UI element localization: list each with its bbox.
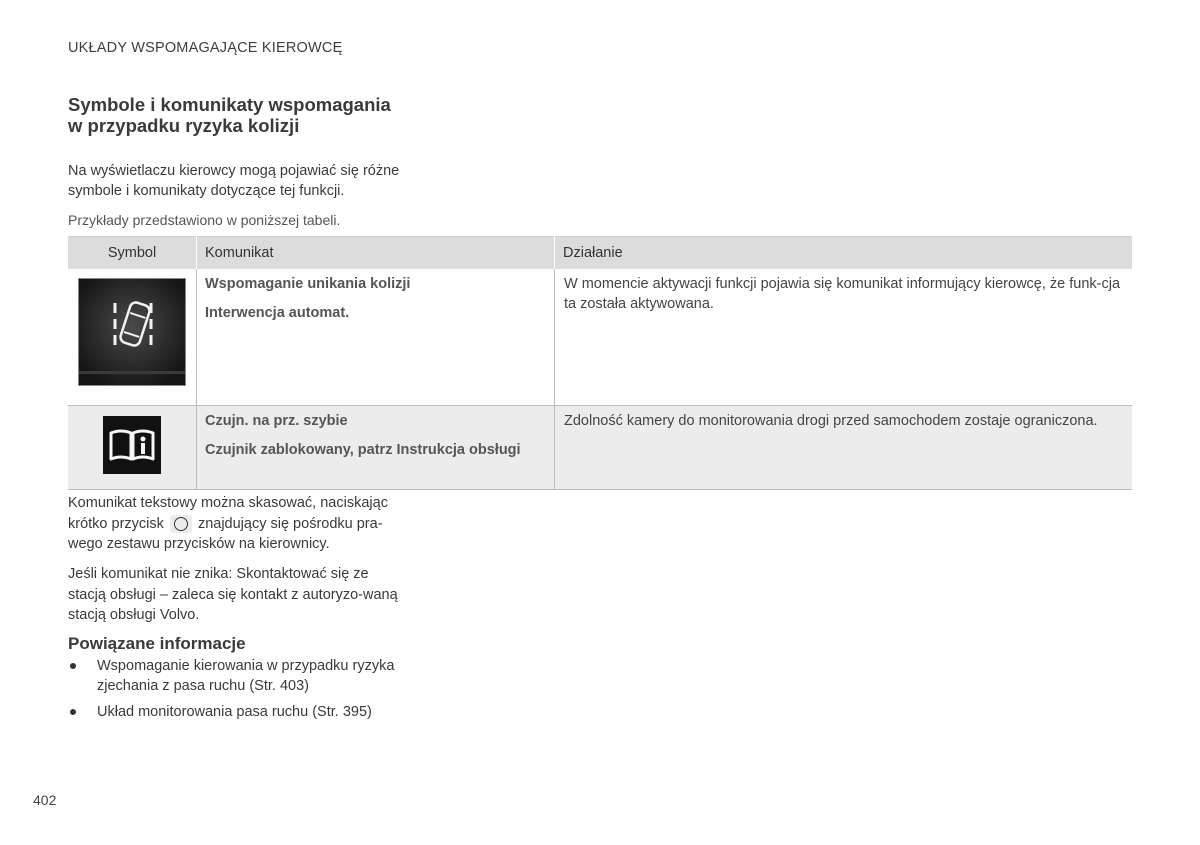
- examples-note: Przykłady przedstawiono w poniższej tabeli.: [68, 212, 341, 228]
- message-text: Czujn. na prz. szybie: [205, 413, 348, 429]
- column-header-message: Komunikat: [197, 237, 555, 270]
- message-cell: [197, 269, 555, 406]
- column-header-symbol: Symbol: [68, 237, 197, 270]
- related-info-list: [68, 656, 418, 728]
- table-row: [68, 406, 1132, 490]
- table-header-row: [68, 237, 1132, 270]
- table-row: [68, 269, 1132, 406]
- action-cell: Zdolność kamery do monitorowania drogi przed samochodem zostaje ograniczona.: [555, 406, 1133, 490]
- collision-avoidance-icon: [78, 278, 186, 386]
- related-link[interactable]: Układ monitorowania pasa ruchu (Str. 395): [68, 702, 418, 722]
- message-cell: [197, 406, 555, 490]
- related-info-heading: Powiązane informacje: [68, 634, 246, 653]
- dismiss-text-before: Komunikat tekstowy można skasować, naciskając krótko przycisk: [68, 495, 388, 532]
- section-header: UKŁADY WSPOMAGAJĄCE KIEROWCĘ: [68, 40, 343, 56]
- ok-button-icon: [170, 515, 192, 533]
- symbol-cell: [68, 269, 197, 406]
- message-text: Interwencja automat.: [205, 305, 350, 321]
- manual-info-icon: [103, 416, 161, 474]
- message-text: Czujnik zablokowany, patrz Instrukcja obsługi: [205, 442, 521, 458]
- messages-table: [68, 236, 1132, 490]
- symbol-cell: [68, 406, 197, 490]
- dismiss-paragraph: [68, 493, 408, 555]
- service-paragraph: Jeśli komunikat nie znika: Skontaktować się ze stacją obsługi – zaleca się kontakt z autoryzo-waną stacją obsługi Volvo.: [68, 566, 398, 623]
- message-text: Wspomaganie unikania kolizji: [205, 276, 411, 292]
- page-title: Symbole i komunikaty wspomagania w przypadku ryzyka kolizji: [68, 94, 391, 136]
- page-number: 402: [33, 792, 57, 808]
- dismiss-text-after: znajdujący się pośrodku pra-wego zestawu przycisków na kierownicy.: [68, 515, 383, 552]
- column-header-action: Działanie: [555, 237, 1133, 270]
- intro-paragraph: Na wyświetlaczu kierowcy mogą pojawiać się różne symbole i komunikaty dotyczące tej funkcji.: [68, 163, 400, 199]
- related-link[interactable]: Wspomaganie kierowania w przypadku ryzyka zjechania z pasa ruchu (Str. 403): [68, 656, 418, 696]
- action-cell: W momencie aktywacji funkcji pojawia się komunikat informujący kierowcę, że funk-cja ta została aktywowana.: [555, 269, 1133, 406]
